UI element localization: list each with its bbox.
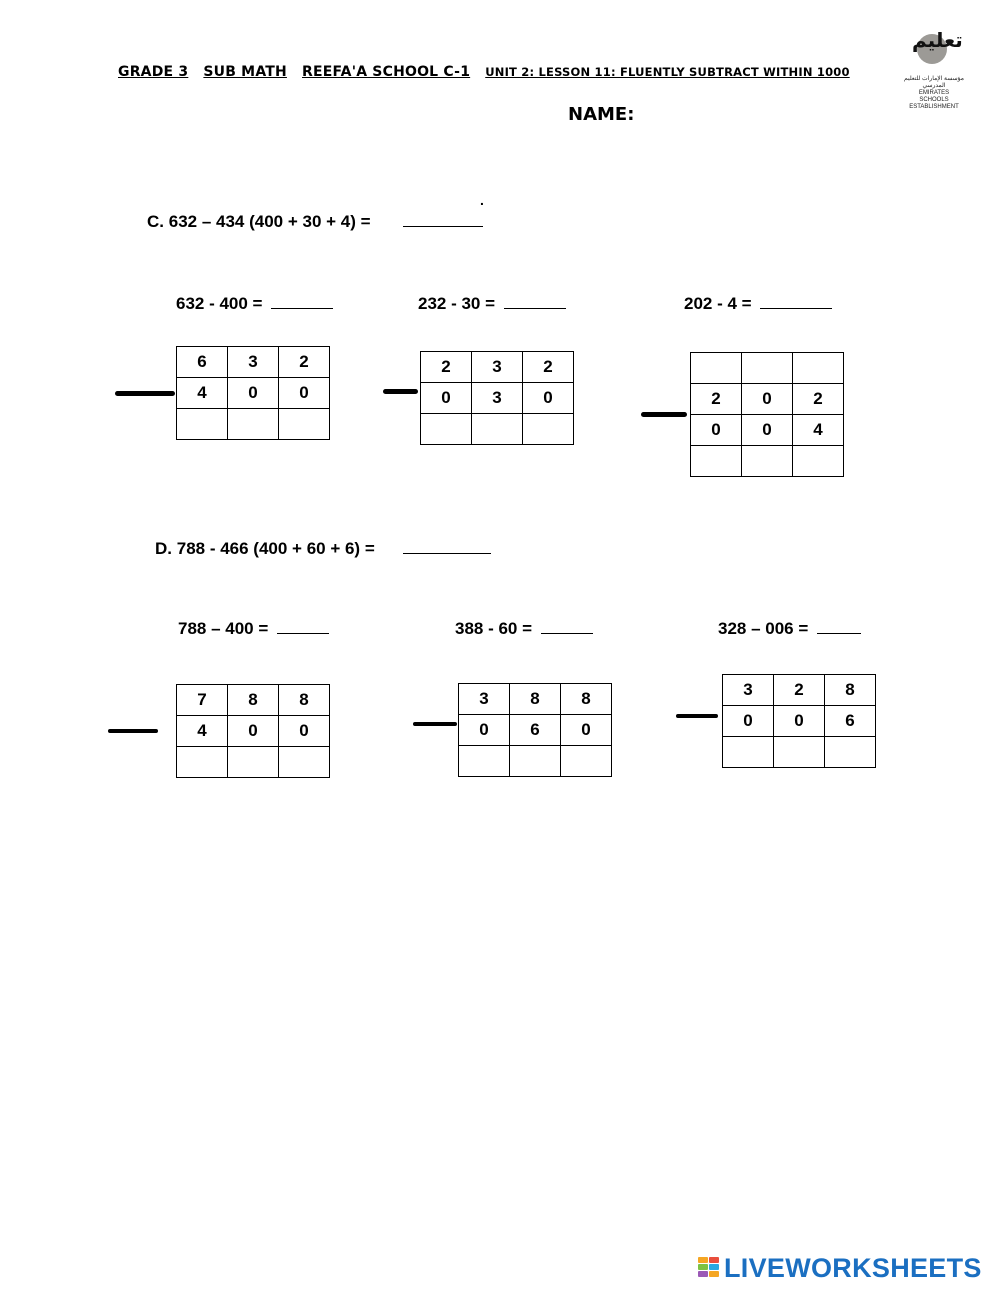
grid-cell: 2 <box>523 352 574 383</box>
answer-cell[interactable] <box>177 747 228 778</box>
answer-cell[interactable] <box>228 747 279 778</box>
step-c1-equation: 632 - 400 = <box>176 294 263 313</box>
grid-cell: 6 <box>177 347 228 378</box>
minus-sign-d2 <box>413 722 457 726</box>
problem-c-equation <box>147 212 483 232</box>
answer-cell[interactable] <box>793 446 844 477</box>
step-c2 <box>418 294 566 314</box>
logo-org-text <box>904 76 964 111</box>
step-d2 <box>455 619 593 639</box>
grid-cell: 7 <box>177 685 228 716</box>
school-logo <box>890 26 972 112</box>
grid-cell: 2 <box>691 384 742 415</box>
problem-c-label: C. <box>147 212 164 231</box>
stray-dot: . <box>480 192 484 208</box>
grid-cell: 0 <box>691 415 742 446</box>
grid-cell: 0 <box>723 706 774 737</box>
minus-sign-c2 <box>383 389 418 394</box>
answer-cell[interactable] <box>561 746 612 777</box>
step-d1-equation: 788 – 400 = <box>178 619 269 638</box>
place-value-grid-d1 <box>176 684 330 778</box>
answer-cell[interactable] <box>228 409 279 440</box>
grid-cell: 0 <box>742 415 793 446</box>
place-value-grid-d3 <box>722 674 876 768</box>
grid-cell: 3 <box>723 675 774 706</box>
step-d3-equation: 328 – 006 = <box>718 619 809 638</box>
grid-cell: 0 <box>228 378 279 409</box>
minus-sign-c1 <box>115 391 175 396</box>
step-d1 <box>178 619 329 639</box>
grid-cell: 4 <box>793 415 844 446</box>
school-label: REEFA'A SCHOOL C-1 <box>302 64 471 80</box>
worksheet-header <box>118 64 860 80</box>
name-label: NAME: <box>568 104 635 125</box>
grid-cell: 6 <box>510 715 561 746</box>
answer-cell[interactable] <box>472 414 523 445</box>
regroup-cell[interactable] <box>793 353 844 384</box>
grid-cell: 8 <box>510 684 561 715</box>
grid-cell: 3 <box>472 383 523 414</box>
logo-org-arabic: مؤسسة الإمارات للتعليم المدرسي <box>904 76 964 89</box>
problem-c-answer-blank[interactable] <box>403 212 483 227</box>
grid-cell: 3 <box>459 684 510 715</box>
answer-cell[interactable] <box>774 737 825 768</box>
grid-cell: 0 <box>459 715 510 746</box>
grid-cell: 0 <box>561 715 612 746</box>
grid-cell: 6 <box>825 706 876 737</box>
liveworksheets-text: LIVEWORKSHEETS <box>724 1253 982 1283</box>
regroup-cell[interactable] <box>742 353 793 384</box>
answer-cell[interactable] <box>523 414 574 445</box>
answer-cell[interactable] <box>459 746 510 777</box>
problem-d-label: D. <box>155 539 172 558</box>
regroup-cell[interactable] <box>691 353 742 384</box>
grid-cell: 0 <box>228 716 279 747</box>
grid-cell: 2 <box>774 675 825 706</box>
step-d1-answer-blank[interactable] <box>277 619 329 634</box>
grid-cell: 2 <box>793 384 844 415</box>
step-c2-answer-blank[interactable] <box>504 294 566 309</box>
minus-sign-d1 <box>108 729 158 733</box>
answer-cell[interactable] <box>177 409 228 440</box>
grid-cell: 4 <box>177 716 228 747</box>
answer-cell[interactable] <box>691 446 742 477</box>
grid-cell: 8 <box>561 684 612 715</box>
step-d2-answer-blank[interactable] <box>541 619 593 634</box>
problem-d-expression: 788 - 466 (400 + 60 + 6) = <box>176 539 375 558</box>
answer-cell[interactable] <box>510 746 561 777</box>
grid-cell: 3 <box>472 352 523 383</box>
step-c2-equation: 232 - 30 = <box>418 294 496 313</box>
step-d2-equation: 388 - 60 = <box>455 619 533 638</box>
lesson-label: UNIT 2: LESSON 11: FLUENTLY SUBTRACT WITHIN 1000 <box>485 65 850 79</box>
answer-cell[interactable] <box>723 737 774 768</box>
grid-cell: 0 <box>279 378 330 409</box>
minus-sign-c3 <box>641 412 687 417</box>
step-d3-answer-blank[interactable] <box>817 619 861 634</box>
minus-sign-d3 <box>676 714 718 718</box>
grid-cell: 8 <box>825 675 876 706</box>
grid-cell: 0 <box>742 384 793 415</box>
place-value-grid-c2 <box>420 351 574 445</box>
liveworksheets-icon <box>698 1257 720 1283</box>
logo-arabic-text: تعليم <box>912 28 963 52</box>
answer-cell[interactable] <box>421 414 472 445</box>
grid-cell: 0 <box>421 383 472 414</box>
step-c1-answer-blank[interactable] <box>271 294 333 309</box>
grade-label: GRADE 3 <box>118 64 189 80</box>
step-c1 <box>176 294 333 314</box>
problem-d-answer-blank[interactable] <box>403 539 491 554</box>
place-value-grid-c3 <box>690 352 844 477</box>
step-d3 <box>718 619 861 639</box>
answer-cell[interactable] <box>279 747 330 778</box>
grid-cell: 4 <box>177 378 228 409</box>
grid-cell: 3 <box>228 347 279 378</box>
place-value-grid-d2 <box>458 683 612 777</box>
answer-cell[interactable] <box>279 409 330 440</box>
answer-cell[interactable] <box>742 446 793 477</box>
problem-d-equation <box>155 539 491 559</box>
grid-cell: 0 <box>774 706 825 737</box>
subject-label: SUB MATH <box>203 64 287 80</box>
logo-org-english: EMIRATES SCHOOLS ESTABLISHMENT <box>909 90 959 110</box>
grid-cell: 2 <box>279 347 330 378</box>
step-c3-answer-blank[interactable] <box>760 294 832 309</box>
grid-cell: 2 <box>421 352 472 383</box>
grid-cell: 0 <box>279 716 330 747</box>
problem-c-expression: 632 – 434 (400 + 30 + 4) = <box>168 212 371 231</box>
grid-cell: 0 <box>523 383 574 414</box>
step-c3 <box>684 294 832 314</box>
grid-cell: 8 <box>228 685 279 716</box>
grid-cell: 8 <box>279 685 330 716</box>
answer-cell[interactable] <box>825 737 876 768</box>
step-c3-equation: 202 - 4 = <box>684 294 752 313</box>
place-value-grid-c1 <box>176 346 330 440</box>
